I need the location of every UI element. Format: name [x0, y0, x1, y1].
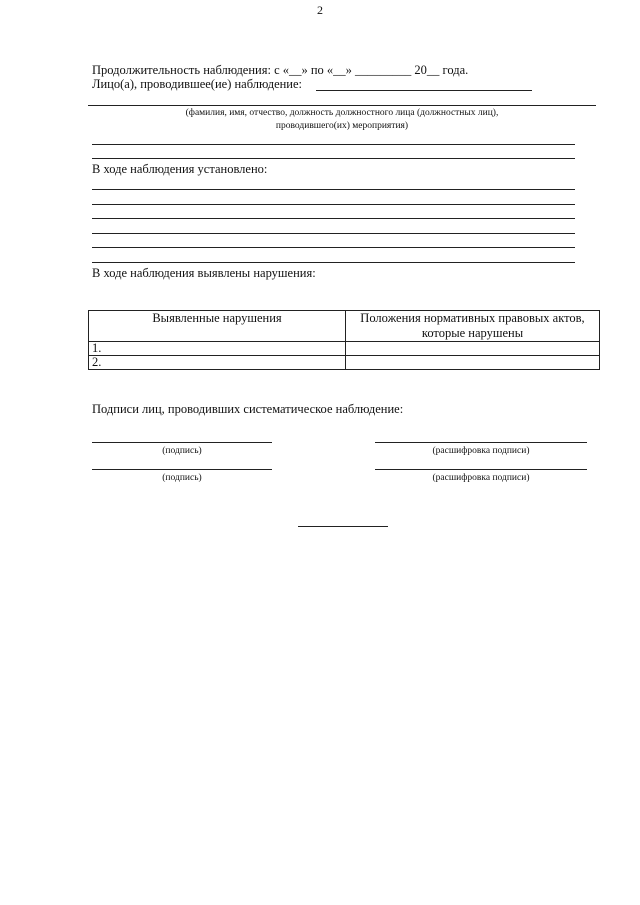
row-cell [346, 342, 600, 356]
blank-line [92, 204, 575, 205]
blank-line [92, 262, 575, 263]
page-number: 2 [317, 3, 323, 17]
blank-line [92, 218, 575, 219]
established-heading: В ходе наблюдения установлено: [92, 162, 268, 176]
table-header-row [89, 311, 600, 342]
header-norms-line-1: Положения нормативных правовых актов, [360, 311, 585, 325]
decoding-label: (расшифровка подписи) [432, 446, 530, 456]
blank-line [92, 158, 575, 159]
violations-heading: В ходе наблюдения выявлены нарушения: [92, 266, 316, 280]
header-norms-line-2: которые нарушены [421, 326, 524, 340]
signature-label: (подпись) [162, 473, 202, 483]
row-number: 1. [89, 342, 346, 356]
table-row [89, 342, 600, 356]
end-separator-line [298, 526, 388, 527]
violations-table [88, 310, 600, 370]
blank-line [92, 247, 575, 248]
decoding-line [375, 469, 587, 470]
blank-line [92, 144, 575, 145]
signature-line [92, 442, 272, 443]
observation-duration-line: Продолжительность наблюдения: с «__» по «__» _________ 20__ года. [92, 63, 469, 77]
observer-fill-line [316, 90, 532, 91]
header-violations: Выявленные нарушения [89, 311, 346, 342]
decoding-label: (расшифровка подписи) [432, 473, 530, 483]
row-number: 2. [89, 356, 346, 370]
observer-caption-2: проводившего(их) мероприятия) [275, 121, 409, 131]
blank-line [92, 233, 575, 234]
signature-label: (подпись) [162, 446, 202, 456]
decoding-line [375, 442, 587, 443]
blank-line [92, 189, 575, 190]
row-cell [346, 356, 600, 370]
header-norms [346, 311, 600, 342]
observer-label: Лицо(а), проводившее(ие) наблюдение: [92, 77, 303, 91]
signatures-heading: Подписи лиц, проводивших систематическое наблюдение: [92, 402, 404, 416]
signature-line [92, 469, 272, 470]
observer-caption-1: (фамилия, имя, отчество, должность должностного лица (должностных лиц), [185, 108, 499, 118]
table-row [89, 356, 600, 370]
observer-fill-line-2 [88, 105, 596, 106]
